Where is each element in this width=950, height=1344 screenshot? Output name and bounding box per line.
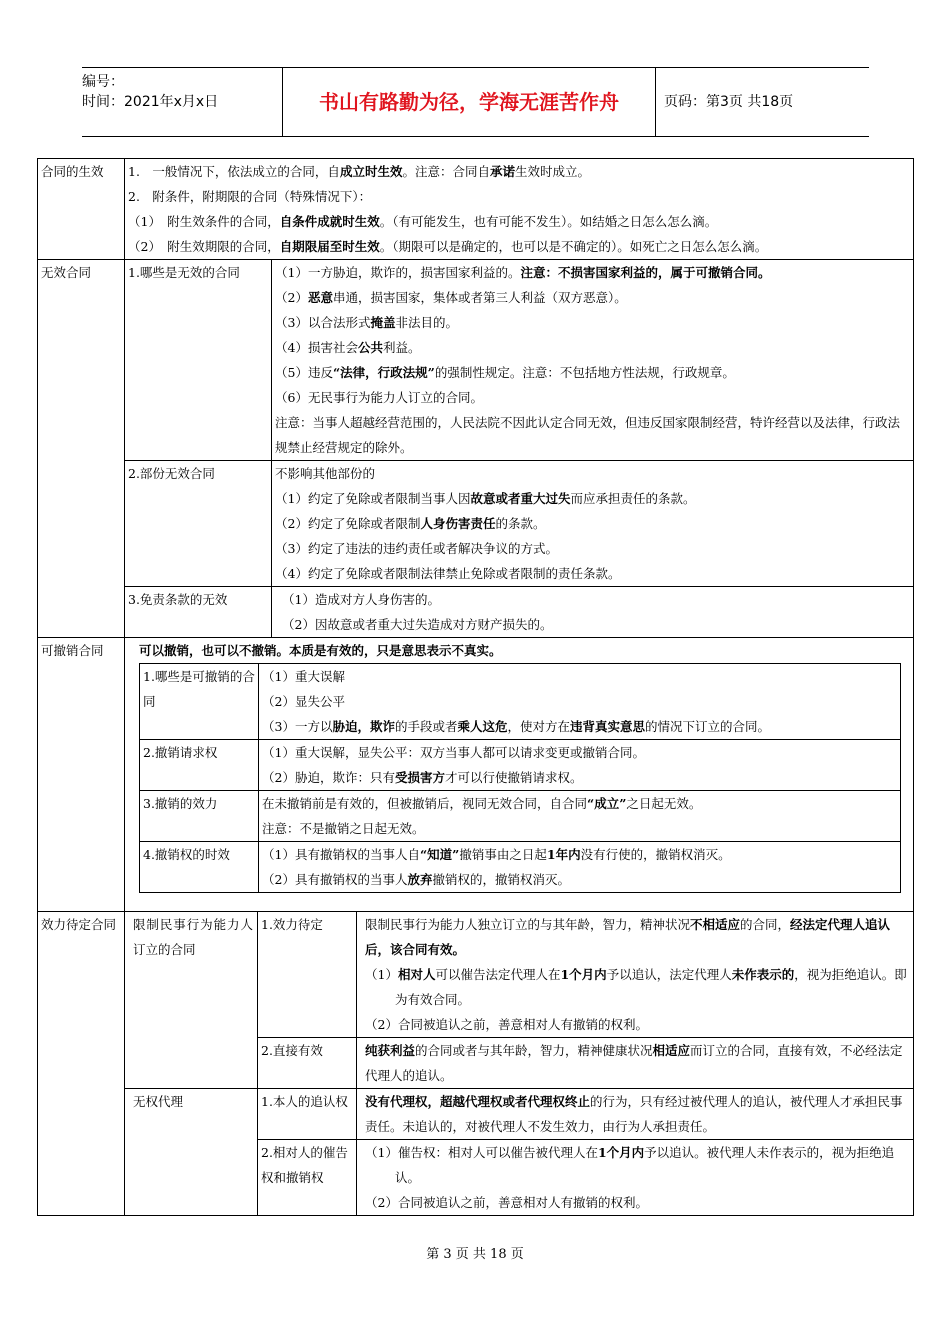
sub-label: 4.撤销权的时效 — [140, 842, 259, 893]
text-line: （2）合同被追认之前，善意相对人有撤销的权利。 — [365, 1017, 648, 1032]
text-line: （2） 附生效期限的合同，自期限届至时生效。（期限可以是确定的，也可以是不确定的）。如死亡之日怎么怎么滴。 — [128, 239, 768, 254]
text-line: （4）约定了免除或者限制法律禁止免除或者限制的责任条款。 — [275, 566, 621, 581]
sub-content — [259, 842, 901, 893]
page-footer: 第 3 页 共 18 页 — [426, 1247, 524, 1262]
lead-text: 可以撤销，也可以不撤销。本质是有效的，只是意思表示不真实。 — [139, 643, 502, 658]
page-header — [82, 67, 869, 137]
sub-content — [272, 587, 914, 638]
sub-row — [140, 791, 901, 842]
header-meta — [82, 68, 282, 140]
invalid-content — [125, 260, 914, 638]
category-label: 可撤销合同 — [38, 638, 125, 912]
sub-label: 1.哪些是无效的合同 — [125, 260, 272, 461]
sub-content — [357, 1038, 914, 1089]
sub-label: 2.部份无效合同 — [125, 461, 272, 587]
category-label: 无效合同 — [38, 260, 125, 638]
text-line: （4）损害社会公共利益。 — [275, 340, 421, 355]
sub-label: 1.本人的追认权 — [258, 1089, 357, 1140]
text-line: （1）重大误解，显失公平：双方当事人都可以请求变更或撤销合同。 — [262, 745, 645, 760]
pending-subtable — [125, 912, 913, 1215]
text-line: （2）胁迫，欺诈：只有受损害方才可以行使撤销请求权。 — [262, 770, 583, 785]
sub-row — [125, 461, 913, 587]
sub-content — [357, 1089, 914, 1140]
sub-label: 1.哪些是可撤销的合同 — [140, 664, 259, 740]
invalid-subtable — [125, 260, 913, 637]
sub-label: 3.免责条款的无效 — [125, 587, 272, 638]
text-line: 2. 附条件，附期限的合同（特殊情况下）： — [128, 189, 372, 204]
text-line: 没有代理权，超越代理权或者代理权终止的行为，只有经过被代理人的追认，被代理人才承担民事责任。未追认的，对被代理人不发生效力，由行为人承担责任。 — [365, 1094, 903, 1134]
sub-label: 2.相对人的催告权和撤销权 — [258, 1140, 357, 1216]
motto: 书山有路勤为径，学海无涯苦作舟 — [282, 68, 656, 136]
text-line: （2）约定了免除或者限制人身伤害责任的条款。 — [275, 516, 546, 531]
text-line: （1）重大误解 — [262, 669, 345, 684]
row-revocable — [38, 638, 914, 912]
text-line: （2）因故意或者重大过失造成对方财产损失的。 — [282, 617, 553, 632]
sub-row — [140, 664, 901, 740]
sub-label: 2.撤销请求权 — [140, 740, 259, 791]
effect-content — [125, 159, 914, 260]
text-line: （2）恶意串通，损害国家，集体或者第三人利益（双方恶意）。 — [275, 290, 627, 305]
row-invalid — [38, 260, 914, 638]
sub-label: 1.效力待定 — [258, 912, 357, 1038]
group-label: 限制民事行为能力人订立的合同 — [125, 912, 258, 1089]
group-label: 无权代理 — [125, 1089, 258, 1216]
category-label: 合同的生效 — [38, 159, 125, 260]
revocable-content — [125, 638, 914, 912]
text-line: 限制民事行为能力人独立订立的与其年龄，智力，精神状况不相适应的合同，经法定代理人追认后，该合同有效。 — [365, 917, 891, 957]
time-label: 时间：2021年x月x日 — [82, 94, 219, 110]
sub-content — [259, 740, 901, 791]
text-line: （1）造成对方人身伤害的。 — [282, 592, 440, 607]
text-line: 注意：不是撤销之日起无效。 — [262, 821, 425, 836]
sub-content — [259, 664, 901, 740]
text-line: 在未撤销前是有效的，但被撤销后，视同无效合同，自合同“成立”之日起无效。 — [262, 796, 702, 811]
sub-row — [125, 260, 913, 461]
text-line: 不影响其他部份的 — [275, 466, 376, 481]
sub-content — [272, 260, 914, 461]
text-line: （3）约定了违法的违约责任或者解决争议的方式。 — [275, 541, 558, 556]
sub-row — [140, 740, 901, 791]
sub-content — [357, 912, 914, 1038]
text-line: 1. 一般情况下，依法成立的合同，自成立时生效。注意：合同自承诺生效时成立。 — [128, 164, 590, 179]
sub-content — [272, 461, 914, 587]
text-line: （2）合同被追认之前，善意相对人有撤销的权利。 — [365, 1195, 648, 1210]
text-line: （5）违反“法律，行政法规”的强制性规定。注意：不包括地方性法规，行政规章。 — [275, 365, 735, 380]
text-line: （1）约定了免除或者限制当事人因故意或者重大过失而应承担责任的条款。 — [275, 491, 696, 506]
number-label: 编号： — [82, 74, 124, 90]
text-line: （1） 附生效条件的合同，自条件成就时生效。（有可能发生，也有可能不发生）。如结婚之日怎么怎么滴。 — [128, 214, 718, 229]
text-line: （3）以合法形式掩盖非法目的。 — [275, 315, 458, 330]
sub-row — [140, 842, 901, 893]
text-line: （3）一方以胁迫，欺诈的手段或者乘人这危，使对方在违背真实意思的情况下订立的合同。 — [262, 719, 771, 734]
row-effect — [38, 159, 914, 260]
row-pending — [38, 912, 914, 1216]
text-line: （1）催告权：相对人可以催告被代理人在1个月内予以追认。被代理人未作表示的，视为拒绝追认。 — [365, 1145, 895, 1185]
pending-content — [125, 912, 914, 1216]
text-line: （1）相对人可以催告法定代理人在1个月内予以追认，法定代理人未作表示的，视为拒绝追认。即为有效合同。 — [365, 967, 907, 1007]
text-line: 纯获利益的合同或者与其年龄，智力，精神健康状况相适应而订立的合同，直接有效，不必经法定代理人的追认。 — [365, 1043, 903, 1083]
revocable-subtable — [139, 663, 901, 893]
notes-table — [37, 158, 914, 1216]
sub-row — [125, 587, 913, 638]
note-text: 注意：当事人超越经营范围的，人民法院不因此认定合同无效，但违反国家限制经营，特许经营以及法律，行政法规禁止经营规定的除外。 — [275, 415, 901, 455]
sub-label: 3.撤销的效力 — [140, 791, 259, 842]
text-line: （6）无民事行为能力人订立的合同。 — [275, 390, 483, 405]
category-label: 效力待定合同 — [38, 912, 125, 1216]
text-line: （1）一方胁迫，欺诈的，损害国家利益的。注意：不损害国家利益的，属于可撤销合同。 — [275, 265, 771, 280]
sub-content — [259, 791, 901, 842]
text-line: （2）具有撤销权的当事人放弃撤销权的，撤销权消灭。 — [262, 872, 570, 887]
text-line: （2）显失公平 — [262, 694, 345, 709]
sub-label: 2.直接有效 — [258, 1038, 357, 1089]
page-info: 页码：第3页 共18页 — [664, 94, 794, 110]
sub-content — [357, 1140, 914, 1216]
text-line: （1）具有撤销权的当事人自“知道”撤销事由之日起1年内没有行使的，撤销权消灭。 — [262, 847, 731, 862]
sub-row — [125, 1089, 913, 1140]
sub-row — [125, 912, 913, 1038]
